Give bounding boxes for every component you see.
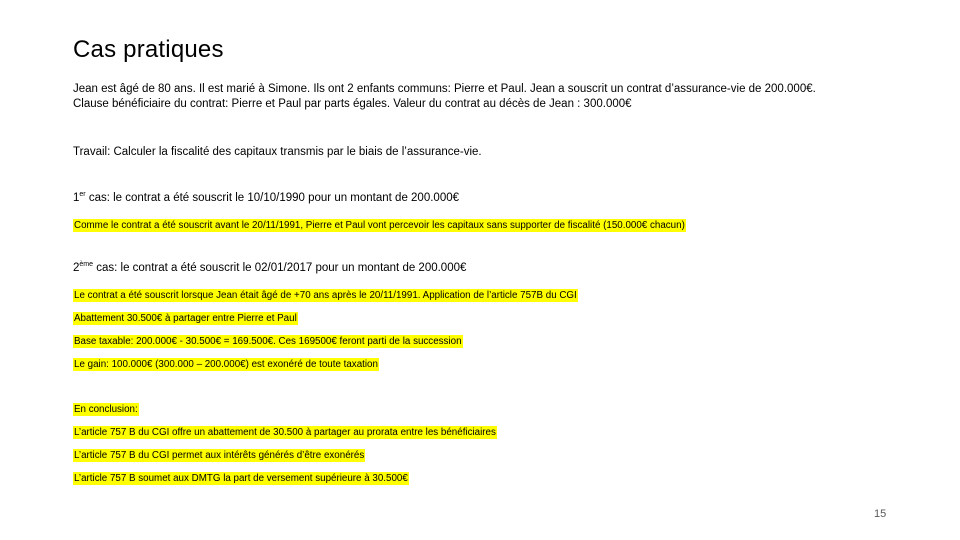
- case-2-heading: [73, 262, 466, 274]
- conclusion-line: L’article 757 B soumet aux DMTG la part de versement supérieure à 30.500€: [74, 473, 408, 484]
- case-description-line: Jean est âgé de 80 ans. Il est marié à Simone. Ils ont 2 enfants communs: Pierre et Paul. Jean a souscrit un contrat d’assurance-vie de 200.000€.: [73, 83, 816, 95]
- case-1-number: 1: [73, 192, 80, 204]
- case-1-heading: [73, 192, 459, 204]
- conclusion-line: L’article 757 B du CGI permet aux intérêts générés d’être exonérés: [74, 450, 365, 461]
- task-statement: Travail: Calculer la fiscalité des capitaux transmis par le biais de l’assurance-vie.: [73, 146, 482, 158]
- slide-title: Cas pratiques: [73, 36, 224, 63]
- case-1-answer-line: Comme le contrat a été souscrit avant le 20/11/1991, Pierre et Paul vont percevoir les capitaux sans supporter de fiscalité (150.000€ chacun): [74, 220, 685, 231]
- conclusion-heading: En conclusion:: [74, 404, 138, 415]
- case-2-heading-text: cas: le contrat a été souscrit le 02/01/2017 pour un montant de 200.000€: [93, 262, 467, 274]
- case-2-answer-line: Le gain: 100.000€ (300.000 – 200.000€) est exonéré de toute taxation: [74, 359, 378, 370]
- case-2-answer-line: Abattement 30.500€ à partager entre Pierre et Paul: [74, 313, 297, 324]
- case-description-line: Clause bénéficiaire du contrat: Pierre et Paul par parts égales. Valeur du contrat au décès de Jean : 300.000€: [73, 98, 632, 110]
- case-2-number: 2: [73, 262, 80, 274]
- case-2-superscript: ème: [79, 261, 94, 269]
- conclusion-line: L’article 757 B du CGI offre un abattement de 30.500 à partager au prorata entre les bénéficiaires: [74, 427, 496, 438]
- case-1-heading-text: cas: le contrat a été souscrit le 10/10/1990 pour un montant de 200.000€: [85, 192, 460, 204]
- case-1-superscript: er: [79, 191, 86, 199]
- page-number: 15: [874, 508, 887, 520]
- case-description: [73, 82, 933, 112]
- case-2-answer-line: Base taxable: 200.000€ - 30.500€ = 169.500€. Ces 169500€ feront parti de la succession: [74, 336, 462, 347]
- case-2-answer-line: Le contrat a été souscrit lorsque Jean était âgé de +70 ans après le 20/11/1991. Application de l’article 757B du CGI: [74, 290, 577, 301]
